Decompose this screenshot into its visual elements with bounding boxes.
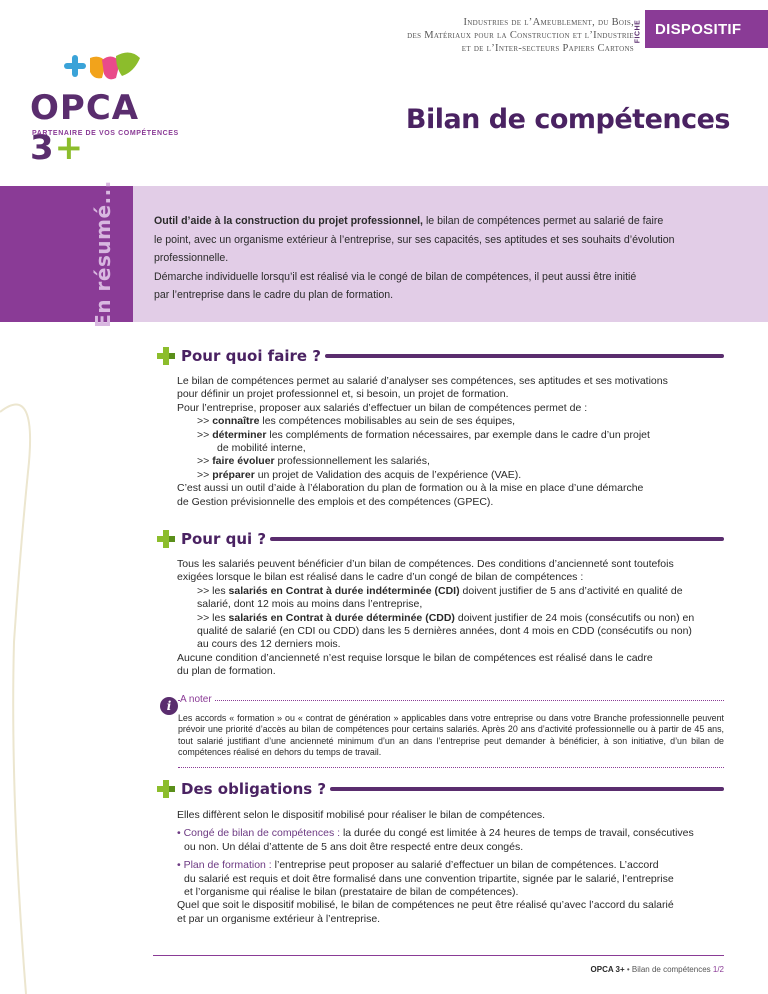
- summary-line-3: professionnelle.: [154, 252, 229, 264]
- opca-logo: [30, 48, 180, 168]
- info-icon: i: [160, 697, 178, 715]
- plus-cross-icon: [155, 528, 177, 550]
- logo-mark-icon: [60, 48, 160, 88]
- section-header: [155, 528, 724, 550]
- section-pour-qui: [155, 528, 724, 679]
- section-title: Des obligations ?: [181, 780, 327, 798]
- logo-tagline: PARTENAIRE DE VOS COMPÉTENCES: [32, 130, 179, 137]
- footer-doc: • Bilan de compétences: [624, 965, 713, 974]
- organization-lines: [407, 16, 634, 55]
- footer: [591, 965, 724, 974]
- note-text: Les accords « formation » ou « contrat de génération » applicables dans votre entreprise ou dans votre Branche professionnelle peuvent prévoir une priorité d’accès au bilan de compétences pour certains salariés. Après 20 ans d’activité professionnelle ou à partir de 45 ans, tout salarié justifiant d’une ancienneté minimum d’un an dans l’entreprise peut demander à bénéficier, à son initiative, d’un bilan de compétences réalisé en dehors du temps de travail.: [178, 713, 724, 758]
- plus-cross-icon: [155, 778, 177, 800]
- footer-rule: [153, 955, 724, 956]
- section-des-obligations: [155, 778, 724, 926]
- dispositif-badge: DISPOSITIF: [645, 10, 768, 48]
- section-pour-quoi-faire: [155, 345, 724, 509]
- logo-wordmark: OPCA 3+: [30, 88, 140, 168]
- summary-box: [133, 186, 768, 322]
- section-header: [155, 345, 724, 367]
- section-body: Tous les salariés peuvent bénéficier d’un bilan de compétences. Des conditions d’ancienneté sont toutefois exigées lorsque le bilan est réalisé dans le cadre d’un congé de bilan de compétences : >> les salariés en Contrat à durée indéterminée (CDI) doivent justifier de 5 ans d’activité en qualité de salarié, dont 12 mois au moins dans l’entreprise, >> les salariés en Contrat à durée déterminée (CDD) doivent justifier de 24 mois (consécutifs ou non) en qualité de salarié (en CDI ou CDD) dans les 5 dernières années, dont 4 mois en CDD (consécutifs ou non) au cours des 12 derniers mois. Aucune condition d’ancienneté n’est requise lorsque le bilan de compétences est réalisé dans le cadre du plan de formation.: [177, 558, 724, 679]
- decorative-curve: [0, 322, 40, 994]
- list-item: >> connaître les compétences mobilisables au sein de ses équipes,: [197, 415, 516, 428]
- org-line-3: et de l’Inter-secteurs Papiers Cartons: [461, 43, 634, 54]
- plus-cross-icon: [155, 345, 177, 367]
- section-body: Le bilan de compétences permet au salarié d’analyser ses compétences, ses aptitudes et ses motivations pour définir un projet professionnel et, si besoin, un projet de formation. Pour l’entreprise, proposer aux salariés d’effectuer un bilan de compétences permet de : >> connaître les compétences mobilisables au sein de ses équipes, >> déterminer les compléments de formation nécessaires, par exemple dans le cadre d’un projet de mobilité interne, >> faire évoluer professionnellement les salariés, >> préparer un projet de Validation des acquis de l’expérience (VAE). C’est aussi un outil d’aide à l’élaboration du plan de formation ou à la mise en place d’une démarche de Gestion prévisionnelle des emplois et des compétences (GPEC).: [177, 375, 724, 509]
- fiche-label: FICHE: [634, 19, 642, 43]
- summary-line-1: Outil d’aide à la construction du projet professionnel, le bilan de compétences permet au salarié de faire: [154, 215, 664, 227]
- org-line-1: Industries de l’Ameublement, du Bois,: [463, 17, 634, 28]
- summary-line-5: par l’entreprise dans le cadre du plan de formation.: [154, 289, 394, 301]
- bullet-item: • Plan de formation : l’entreprise peut proposer au salarié d’effectuer un bilan de compétences. L’accord: [177, 859, 659, 872]
- section-title: Pour quoi faire ?: [181, 347, 321, 365]
- section-rule: [270, 537, 724, 541]
- note-label: A noter: [180, 694, 215, 705]
- footer-org: OPCA 3+: [590, 965, 625, 974]
- list-item: >> les salariés en Contrat à durée indéterminée (CDI) doivent justifier de 5 ans d’activité en qualité de: [197, 584, 683, 597]
- note-box: [166, 694, 724, 768]
- bullet-item: • Congé de bilan de compétences : la durée du congé est limitée à 24 heures de temps de travail, consécutives: [177, 827, 694, 840]
- org-line-2: des Matériaux pour la Construction et l’Industrie: [407, 30, 634, 41]
- list-item: >> les salariés en Contrat à durée déterminée (CDD) doivent justifier de 24 mois (consécutifs ou non) en: [197, 611, 695, 624]
- list-item: >> faire évoluer professionnellement les salariés,: [197, 455, 430, 468]
- section-title: Pour qui ?: [181, 530, 267, 548]
- summary-line-2: le point, avec un organisme extérieur à l’entreprise, sur ses capacités, ses aptitudes et ses souhaits d’évolution: [154, 233, 675, 246]
- list-item: >> déterminer les compléments de formation nécessaires, par exemple dans le cadre d’un projet: [197, 428, 650, 441]
- page-title: Bilan de compétences: [405, 104, 730, 135]
- list-item: >> préparer un projet de Validation des acquis de l’expérience (VAE).: [197, 468, 522, 481]
- footer-page: 1/2: [712, 965, 724, 974]
- section-body: Elles diffèrent selon le dispositif mobilisé pour réaliser le bilan de compétences. • Congé de bilan de compétences : la durée du congé est limitée à 24 heures de temps de travail, consécutives ou non. Un délai d’attente de 5 ans doit être respecté entre deux congés. • Plan de formation : l’entreprise peut proposer au salarié d’effectuer un bilan de compétences. L’accord du salarié est requis et doit être formalisé dans une convention tripartite, signée par le salarié, l’entreprise et l’organisme qui réalise le bilan (prestataire de bilan de compétences). Quel que soit le dispositif mobilisé, le bilan de compétences ne peut être réalisé qu’avec l’accord du salarié et par un organisme extérieur à l’entreprise.: [177, 809, 724, 926]
- section-header: [155, 778, 724, 800]
- summary-line-4: Démarche individuelle lorsqu’il est réalisé via le congé de bilan de compétences, il peut aussi être initié: [154, 270, 637, 283]
- section-rule: [325, 354, 724, 358]
- summary-side-label: En résumé...: [91, 180, 116, 328]
- section-rule: [330, 787, 724, 791]
